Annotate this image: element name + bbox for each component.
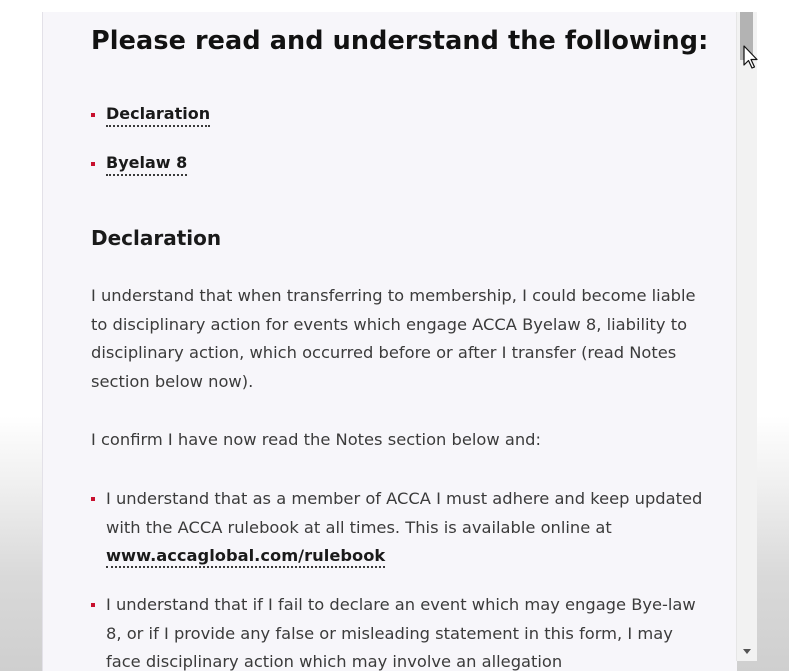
bullet-icon: [91, 603, 95, 607]
page-title: Please read and understand the following:: [91, 26, 709, 56]
bullet-icon: [91, 113, 95, 117]
byelaw-8-link[interactable]: Byelaw 8: [106, 153, 187, 176]
mouse-pointer-icon: [743, 45, 761, 71]
list-item-text: I understand that if I fail to declare an event which may engage Bye-law 8, or if I provide any false or misleading statement in this form, I may face disciplinary action which may involve an allegation: [106, 595, 696, 671]
declaration-paragraph: I understand that when transferring to membership, I could become liable to disciplinary action for events which engage ACCA Byelaw 8, liability to disciplinary action, which occurred before or after I transfer (read Notes section below now).: [91, 286, 696, 392]
list-item-text: I understand that as a member of ACCA I must adhere and keep updated with the ACCA rulebook at all times. This is available online at www.accaglobal.com/rulebook: [106, 485, 706, 571]
bullet-icon: [91, 162, 95, 166]
bullet-icon: [91, 497, 95, 501]
scroll-down-arrow-icon[interactable]: [743, 649, 751, 654]
confirm-paragraph: I confirm I have now read the Notes section below and:: [91, 430, 541, 449]
vertical-scrollbar[interactable]: [736, 12, 757, 661]
section-title: Declaration: [91, 226, 222, 250]
rulebook-link[interactable]: www.accaglobal.com/rulebook: [106, 546, 385, 568]
declaration-panel: [42, 12, 737, 671]
declaration-link[interactable]: Declaration: [106, 104, 210, 127]
